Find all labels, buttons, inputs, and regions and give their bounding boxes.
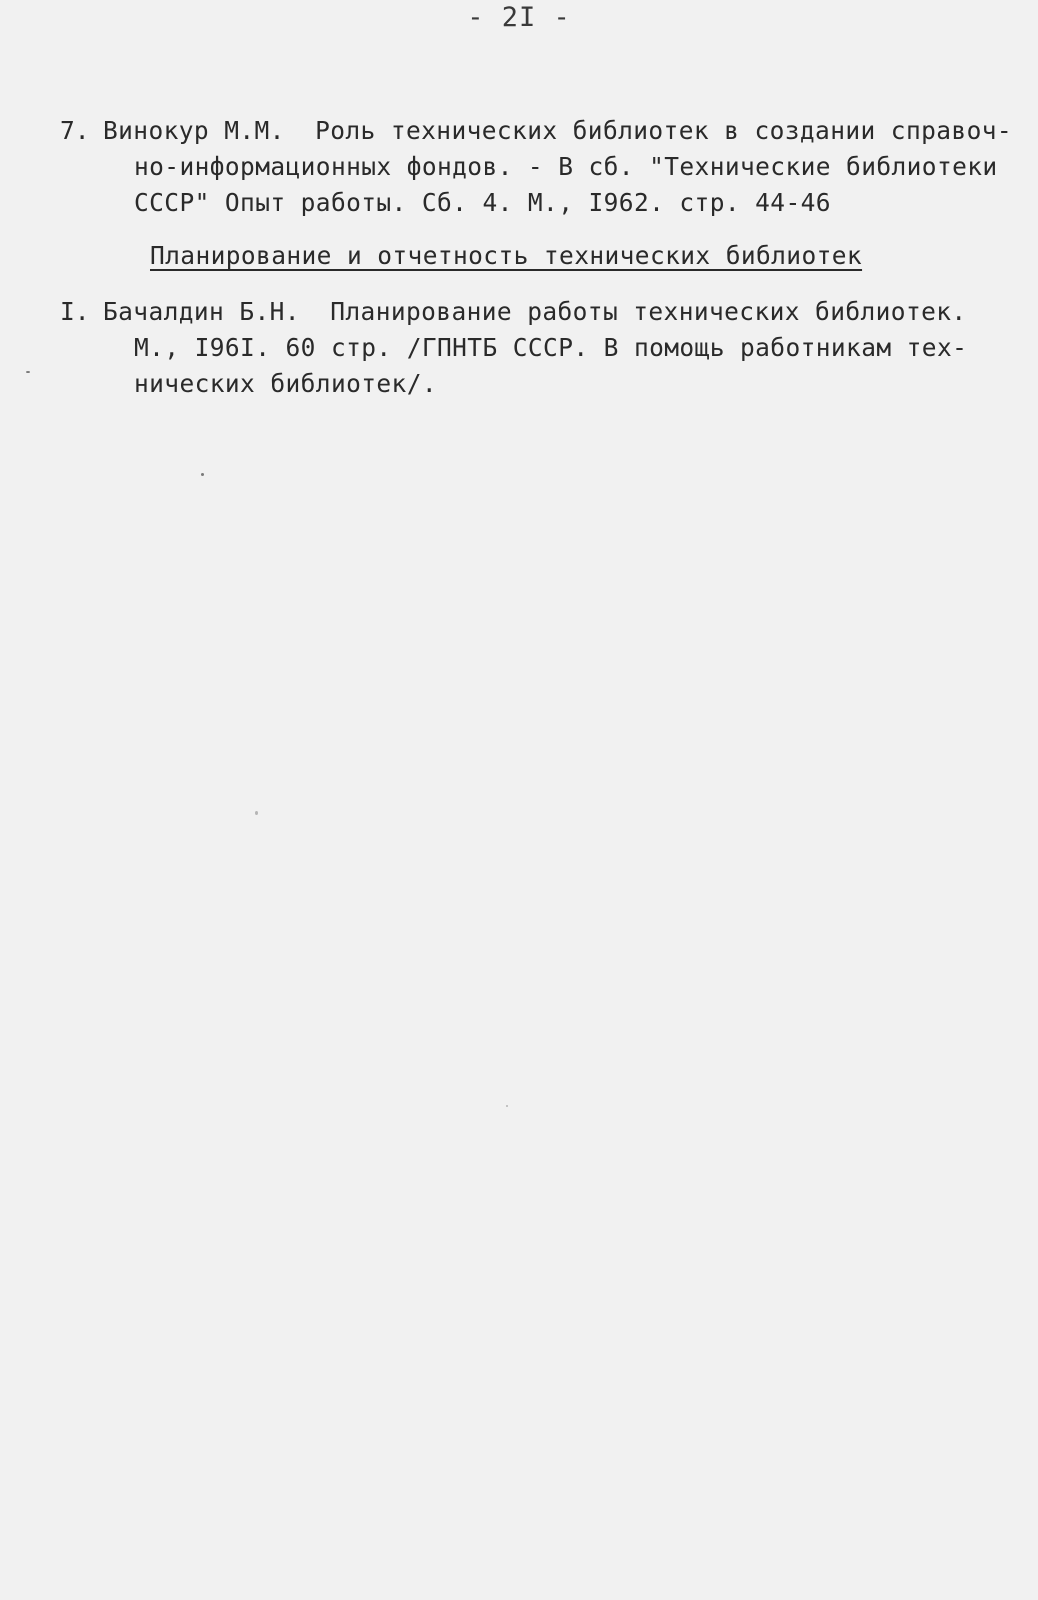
section-heading: Планирование и отчетность технических библиотек (150, 241, 863, 270)
entry-line: Бачалдин Б.Н. Планирование работы технических библиотек. (103, 297, 967, 326)
paper-speck (26, 371, 30, 373)
paper-speck (506, 1105, 508, 1107)
entry-line: Винокур М.М. Роль технических библиотек в создании справоч- (103, 116, 1013, 145)
entry-number: 7. (60, 116, 90, 145)
paper-speck (201, 473, 204, 476)
paper-speck (255, 811, 258, 815)
entry-number: I. (60, 297, 90, 326)
entry-line: М., I96I. 60 стр. /ГПНТБ СССР. В помощь работникам тех- (134, 333, 968, 362)
entry-line: нических библиотек/. (134, 369, 438, 398)
entry-line: но-информационных фондов. - В сб. "Технические библиотеки (134, 152, 998, 181)
page-number: - 2I - (467, 2, 571, 33)
entry-line: СССР" Опыт работы. Сб. 4. М., I962. стр. 44-46 (134, 188, 831, 217)
